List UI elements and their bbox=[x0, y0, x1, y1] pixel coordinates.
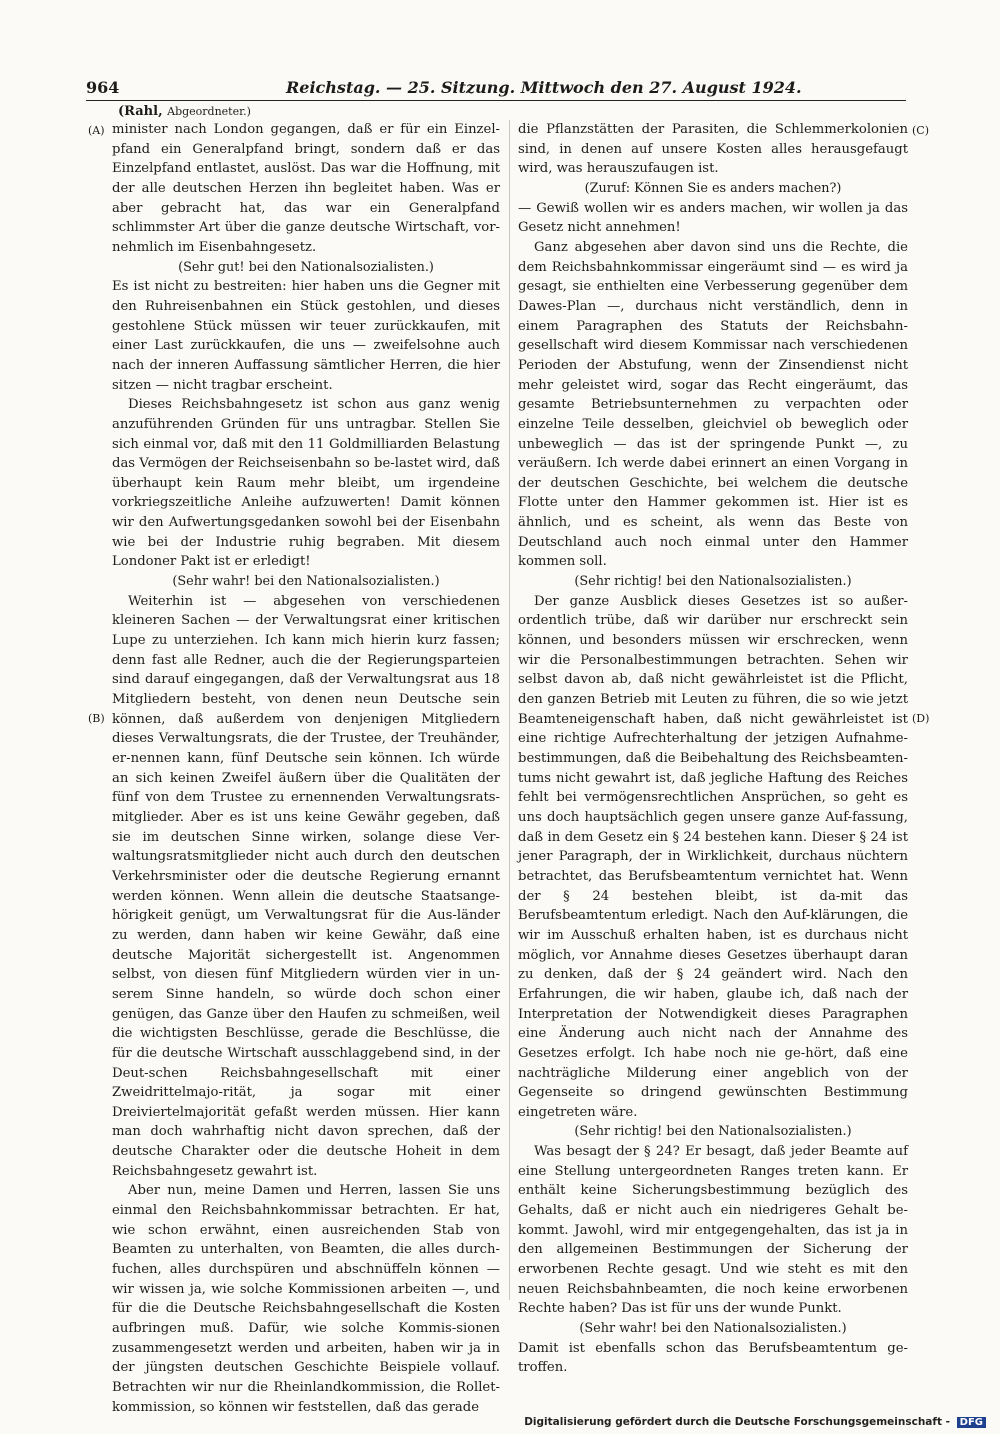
paragraph: Aber nun, meine Damen und Herren, lassen Sie uns einmal den Reichsbahnkommissar betrachten. Er hat, wie schon erwähnt, einen ausreichenden Stab von Beamten zu unterhalten, von Beamten, die alles durch-fuchen, alles durchspüren und abschnüffeln können — wir wissen ja, wie solche Kommissionen arbeiten —, und für die die Deutsche Reichsbahngesellschaft die Kosten aufbringen muß. Dafür, wie solche Kommis-sionen zusammengesetzt werden und arbeiten, haben wir ja in der jüngsten deutschen Geschichte Beispiele vollauf. Betrachten wir nur die Rheinlandkommission, die Rollet-kommission, so können wir feststellen, daß das gerade bbox=[112, 1183, 500, 1415]
margin-marker-b: (B) bbox=[88, 712, 105, 725]
paragraph: Der ganze Ausblick dieses Gesetzes ist so außer-ordentlich trübe, daß wir darüber nur erschreckt sein können, und besonders müssen wir erschrecken, wenn wir die Personalbestimmungen betrachten. Sehen wir selbst davon ab, daß nicht gewährleistet ist die Pflicht, den ganzen Betrieb mit Leuten zu führen, die so wie jetzt Beamteneigenschaft haben, daß nicht gewährleistet ist eine richtige Aufrechterhaltung der jetzigen Aufnahme-bestimmungen, daß die Beibehaltung des Reichsbeamten-tums nicht gewahrt ist, daß jegliche Haftung des Reiches fehlt bei vermögensrechtlichen Ansprüchen, so geht es uns doch hauptsächlich gegen unsere ganze Auf-fassung, daß in dem Gesetz ein § 24 bestehen kann. Dieser § 24 ist jener Paragraph, der in Wirklichkeit, durchaus nüchtern betrachtet, das Berufsbeamtentum vernichtet hat. Wenn der § 24 bestehen bleibt, ist da-mit das Berufsbeamtentum erledigt. Nach den Auf-klärungen, die wir im Ausschuß erhalten haben, ist es durchaus nicht möglich, vor Annahme dieses Gesetzes überhaupt daran zu denken, daß der § 24 geändert wird. Nach den Erfahrungen, die wir haben, glaube ich, daß nach der Interpretation der Notwendigkeit dieses Paragraphen eine Änderung auch nicht nach der Annahme des Gesetzes erfolgt. Ich habe noch nie ge-hört, daß eine nachträgliche Milderung einer angeblich von der Gegenseite so dringend gewünschten Bestimmung eingetreten wäre. bbox=[518, 593, 908, 1120]
paragraph: Was besagt der § 24? Er besagt, daß jeder Beamte auf eine Stellung untergeordneten Ranges treten kann. Er enthält keine Sicherungsbestimmung bezüglich des Gehalts, daß er nicht auch ein niedrigeres Gehalt be-kommt. Jawohl, wird mir entgegengehalten, das ist ja in den allgemeinen Bestimmungen der Sicherung der erworbenen Rechte gesagt. Und wie steht es mit den neuen Reichsbahnbeamten, die noch keine erworbenen Rechte haben? Das ist für uns der wunde Punkt. bbox=[518, 1144, 908, 1317]
margin-marker-d: (D) bbox=[912, 712, 930, 725]
dfg-logo: DFG bbox=[957, 1417, 986, 1428]
speaker-label bbox=[118, 104, 251, 119]
paragraph: — Gewiß wollen wir es anders machen, wir wollen ja das Gesetz nicht annehmen! bbox=[518, 200, 908, 236]
page-number: 964 bbox=[86, 78, 120, 97]
paragraph: Es ist nicht zu bestreiten: hier haben uns die Gegner mit den Ruhreisenbahnen ein Stück gestohlen, und dieses gestohlene Stück müssen wir teuer zurückkaufen, mit einer Last zurückkaufen, die uns — zweifelsohne auch nach der inneren Auffassung sämtlicher Herren, die hier sitzen — nicht tragbar erscheint. bbox=[112, 279, 500, 393]
paragraph: Ganz abgesehen aber davon sind uns die Rechte, die dem Reichsbahnkommissar eingeräumt sind — es wird ja gesagt, sie enthielten eine Verbesserung gegenüber dem Dawes-Plan —, durchaus nicht verständlich, denn in einem Paragraphen des Statuts der Reichsbahn-gesellschaft wird diesem Kommissar nach verschiedenen Perioden der Abstufung, wenn der Zinsendienst nicht mehr geleistet wird, sogar das Recht eingeräumt, das gesamte Betriebsunternehmen zu verpachten oder einzelne Teile desselben, gleichviel ob beweglich oder unbeweglich — das ist der springende Punkt —, zu veräußern. Ich werde dabei erinnert an einen Vorgang in der deutschen Geschichte, bei welchem die deutsche Flotte unter den Hammer gekommen ist. Hier ist es ähnlich, und es scheint, als wenn das Beste von Deutschland auch noch einmal unter den Hammer kommen soll. bbox=[518, 239, 908, 570]
applause-note: (Sehr wahr! bei den Nationalsozialisten.) bbox=[579, 1321, 847, 1337]
left-column bbox=[112, 120, 500, 1417]
running-title: Reichstag. — 25. Sitzung. Mittwoch den 27. August 1924. bbox=[286, 78, 802, 97]
paragraph: die Pflanzstätten der Parasiten, die Schlemmerkolonien sind, in denen auf unsere Kosten alles herausgefaugt wird, was herauszufaugen ist. bbox=[518, 122, 908, 177]
interjection: (Zuruf: Können Sie es anders machen?) bbox=[584, 180, 842, 196]
paragraph: Damit ist ebenfalls schon das Berufsbeamtentum ge-troffen. bbox=[518, 1340, 908, 1376]
paragraph: Weiterhin ist — abgesehen von verschiedenen kleineren Sachen — der Verwaltungsrat einer kritischen Lupe zu unterziehen. Ich kann mich hierin kurz fassen; denn fast alle Redner, auch die der Regierungsparteien sind darauf eingegangen, daß der Verwaltungsrat aus 18 Mitgliedern besteht, von denen neun Deutsche sein können, daß außerdem von denjenigen Mitgliedern dieses Verwaltungsrats, die der Trustee, der Treuhänder, er-nennen kann, fünf Deutsche sein können. Ich würde an sich keinen Zweifel äußern über die Qualitäten der fünf von dem Trustee zu ernennenden Verwaltungsrats-mitglieder. Aber es ist uns keine Gewähr gegeben, daß sie im deutschen Sinne wirken, solange diese Ver-waltungsratsmitglieder nicht auch durch den deutschen Verkehrsminister oder die deutsche Regierung ernannt werden können. Wenn allein die deutsche Staatsange-hörigkeit genügt, um Verwaltungsrat für die Aus-länder zu werden, dann haben wir keine Gewähr, daß eine deutsche Majorität sichergestellt ist. Angenommen selbst, von diesen fünf Mitgliedern würden vier in un-serem Sinne handeln, so würde doch schon einer genügen, das Ganze über den Haufen zu schmeißen, weil die wichtigsten Beschlüsse, gerade die Beschlüsse, die für die deutsche Wirtschaft ausschlaggebend sind, in der Deut-schen Reichsbahngesellschaft mit einer Zweidrittelmajo-rität, ja sogar mit einer Dreiviertelmajorität gefaßt werden müssen. Hier kann man doch wahrhaftig nicht davon sprechen, daß der deutsche Charakter oder die deutsche Hoheit in dem Reichsbahngesetz gewahrt ist. bbox=[112, 593, 500, 1179]
applause-note: (Sehr gut! bei den Nationalsozialisten.) bbox=[178, 259, 434, 275]
applause-note: (Sehr richtig! bei den Nationalsozialisten.) bbox=[574, 1124, 852, 1140]
footer-text: Digitalisierung gefördert durch die Deutsche Forschungsgemeinschaft - bbox=[524, 1416, 950, 1428]
footer-credit bbox=[524, 1416, 986, 1428]
applause-note: (Sehr richtig! bei den Nationalsozialisten.) bbox=[574, 574, 852, 590]
applause-note: (Sehr wahr! bei den Nationalsozialisten.) bbox=[172, 574, 440, 590]
paragraph: minister nach London gegangen, daß er für ein Einzel-pfand ein Generalpfand bringt, sondern daß er das Einzelpfand entlastet, auslöst. Das war die Hoffnung, mit der alle deutschen Herzen ihn begleitet haben. Was er aber gebracht hat, das war ein Generalpfand schlimmster Art über die ganze deutsche Wirtschaft, vor-nehmlich im Eisenbahngesetz. bbox=[112, 122, 500, 255]
page-header bbox=[86, 72, 906, 101]
paragraph: Dieses Reichsbahngesetz ist schon aus ganz wenig anzuführenden Gründen für uns untragbar. Stellen Sie sich einmal vor, daß mit den 11 Goldmilliarden Belastung das Vermögen der Reichseisenbahn so be-lastet wird, daß überhaupt kein Raum mehr bleibt, um irgendeine vorkriegszeitliche Anleihe aufzuwerten! Damit können wir den Aufwertungsgedanken sowohl bei der Eisenbahn wie bei der Industrie ruhig begraben. Mit diesem Londoner Pakt ist er erledigt! bbox=[112, 397, 500, 570]
speaker-name: (Rahl, bbox=[118, 104, 163, 119]
column-divider bbox=[509, 120, 510, 1300]
margin-marker-c: (C) bbox=[912, 124, 929, 137]
margin-marker-a: (A) bbox=[88, 124, 105, 137]
speaker-role: Abgeordneter.) bbox=[167, 105, 251, 118]
right-column bbox=[518, 120, 908, 1378]
